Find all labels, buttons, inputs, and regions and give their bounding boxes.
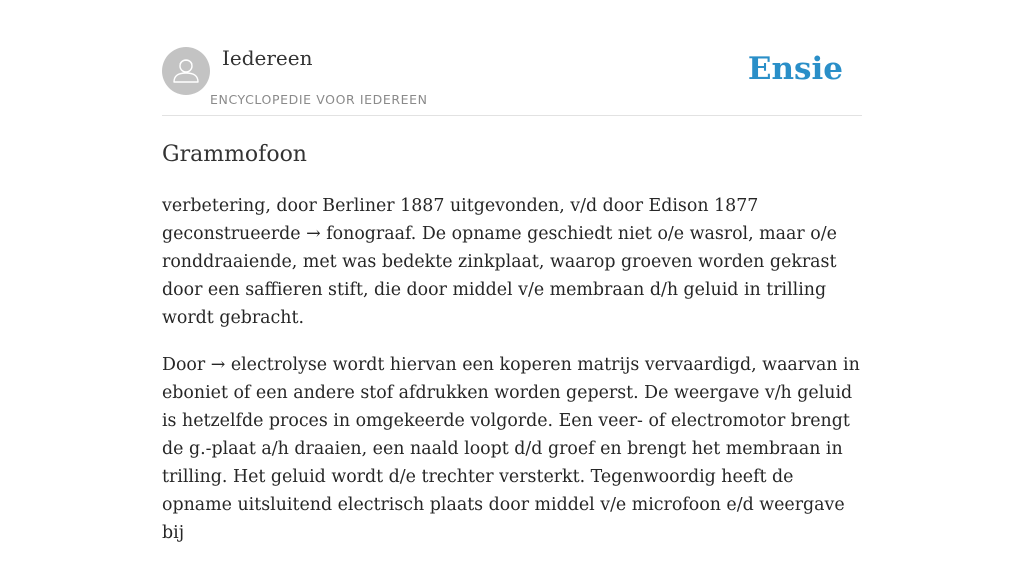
article-title: Grammofoon (162, 142, 307, 167)
brand-logo[interactable]: Ensie (747, 51, 843, 87)
user-icon (162, 47, 210, 95)
page-container (162, 0, 862, 543)
article-body (162, 192, 862, 566)
avatar[interactable] (162, 47, 210, 95)
site-tagline: ENCYCLOPEDIE VOOR IEDEREEN (210, 92, 428, 107)
page-header (162, 0, 862, 116)
user-name[interactable]: Iedereen (222, 46, 313, 70)
article-paragraph: verbetering, door Berliner 1887 uitgevonden, v/d door Edison 1877 geconstrueerde → fonograaf. De opname geschiedt niet o/e wasrol, maar o/e ronddraaiende, met was bedekte zinkplaat, waarop groeven worden gekrast door een saffieren stift, die door middel v/e membraan d/h geluid in trilling wordt gebracht. (162, 196, 837, 328)
article-paragraph: Door → electrolyse wordt hiervan een koperen matrijs vervaardigd, waarvan in eboniet of een andere stof afdrukken worden geperst. De weergave v/h geluid is hetzelfde proces in omgekeerde volgorde. Een veer- of electromotor brengt de g.-plaat a/h draaien, een naald loopt d/d groef en brengt het membraan in trilling. Het geluid wordt d/e trechter versterkt. Tegenwoordig heeft de opname uitsluitend electrisch plaats door middel v/e microfoon e/d weergave bij (162, 355, 860, 543)
